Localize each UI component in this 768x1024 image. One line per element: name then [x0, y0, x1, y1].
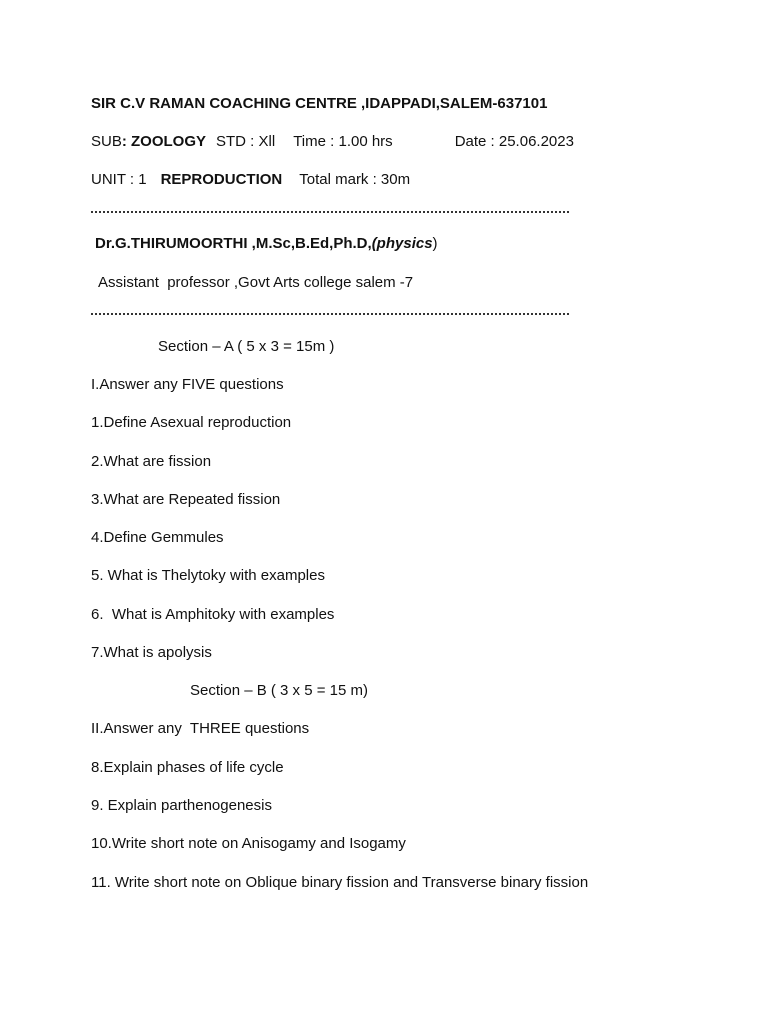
section-b-heading: Section – B ( 3 x 5 = 15 m): [190, 682, 369, 699]
question-item: 9. Explain parthenogenesis: [91, 797, 272, 814]
total-mark: Total mark : 30m: [299, 171, 411, 188]
question-item: 5. What is Thelytoky with examples: [91, 567, 325, 584]
author-dept-close: ): [432, 235, 438, 252]
subject-value: : ZOOLOGY: [121, 133, 207, 150]
question-item: 1.Define Asexual reproduction: [91, 414, 292, 431]
time-label: Time : 1.00 hrs: [293, 133, 393, 150]
section-a-instruction: I.Answer any FIVE questions: [91, 376, 284, 393]
question-item: 3.What are Repeated fission: [91, 491, 281, 508]
question-item: 7.What is apolysis: [91, 644, 212, 661]
question-item: 8.Explain phases of life cycle: [91, 759, 284, 776]
dotted-separator: [91, 211, 569, 213]
std-label: STD : Xll: [216, 133, 276, 150]
question-item: 10.Write short note on Anisogamy and Isogamy: [91, 835, 406, 852]
institute-title: SIR C.V RAMAN COACHING CENTRE ,IDAPPADI,SALEM-637101: [91, 95, 548, 112]
author-dept: (physics: [371, 235, 433, 252]
section-a-heading: Section – A ( 5 x 3 = 15m ): [158, 338, 335, 355]
unit-line: [91, 170, 410, 190]
date-label: Date : 25.06.2023: [454, 133, 574, 150]
question-item: 4.Define Gemmules: [91, 529, 224, 546]
subject-prefix: SUB: [91, 133, 122, 150]
question-item: 11. Write short note on Oblique binary fission and Transverse binary fission: [91, 874, 589, 891]
dotted-separator: [91, 313, 569, 315]
unit-title: REPRODUCTION: [160, 171, 283, 188]
question-item: 6. What is Amphitoky with examples: [91, 606, 335, 623]
unit-label: UNIT : 1: [91, 171, 147, 188]
author-designation: Assistant professor ,Govt Arts college salem -7: [98, 274, 414, 291]
subject-line: [91, 132, 574, 152]
section-b-instruction: II.Answer any THREE questions: [91, 720, 310, 737]
author-name-line: [95, 234, 438, 254]
author-name: Dr.G.THIRUMOORTHI ,M.Sc,B.Ed,Ph.D,: [95, 235, 372, 252]
question-item: 2.What are fission: [91, 453, 212, 470]
